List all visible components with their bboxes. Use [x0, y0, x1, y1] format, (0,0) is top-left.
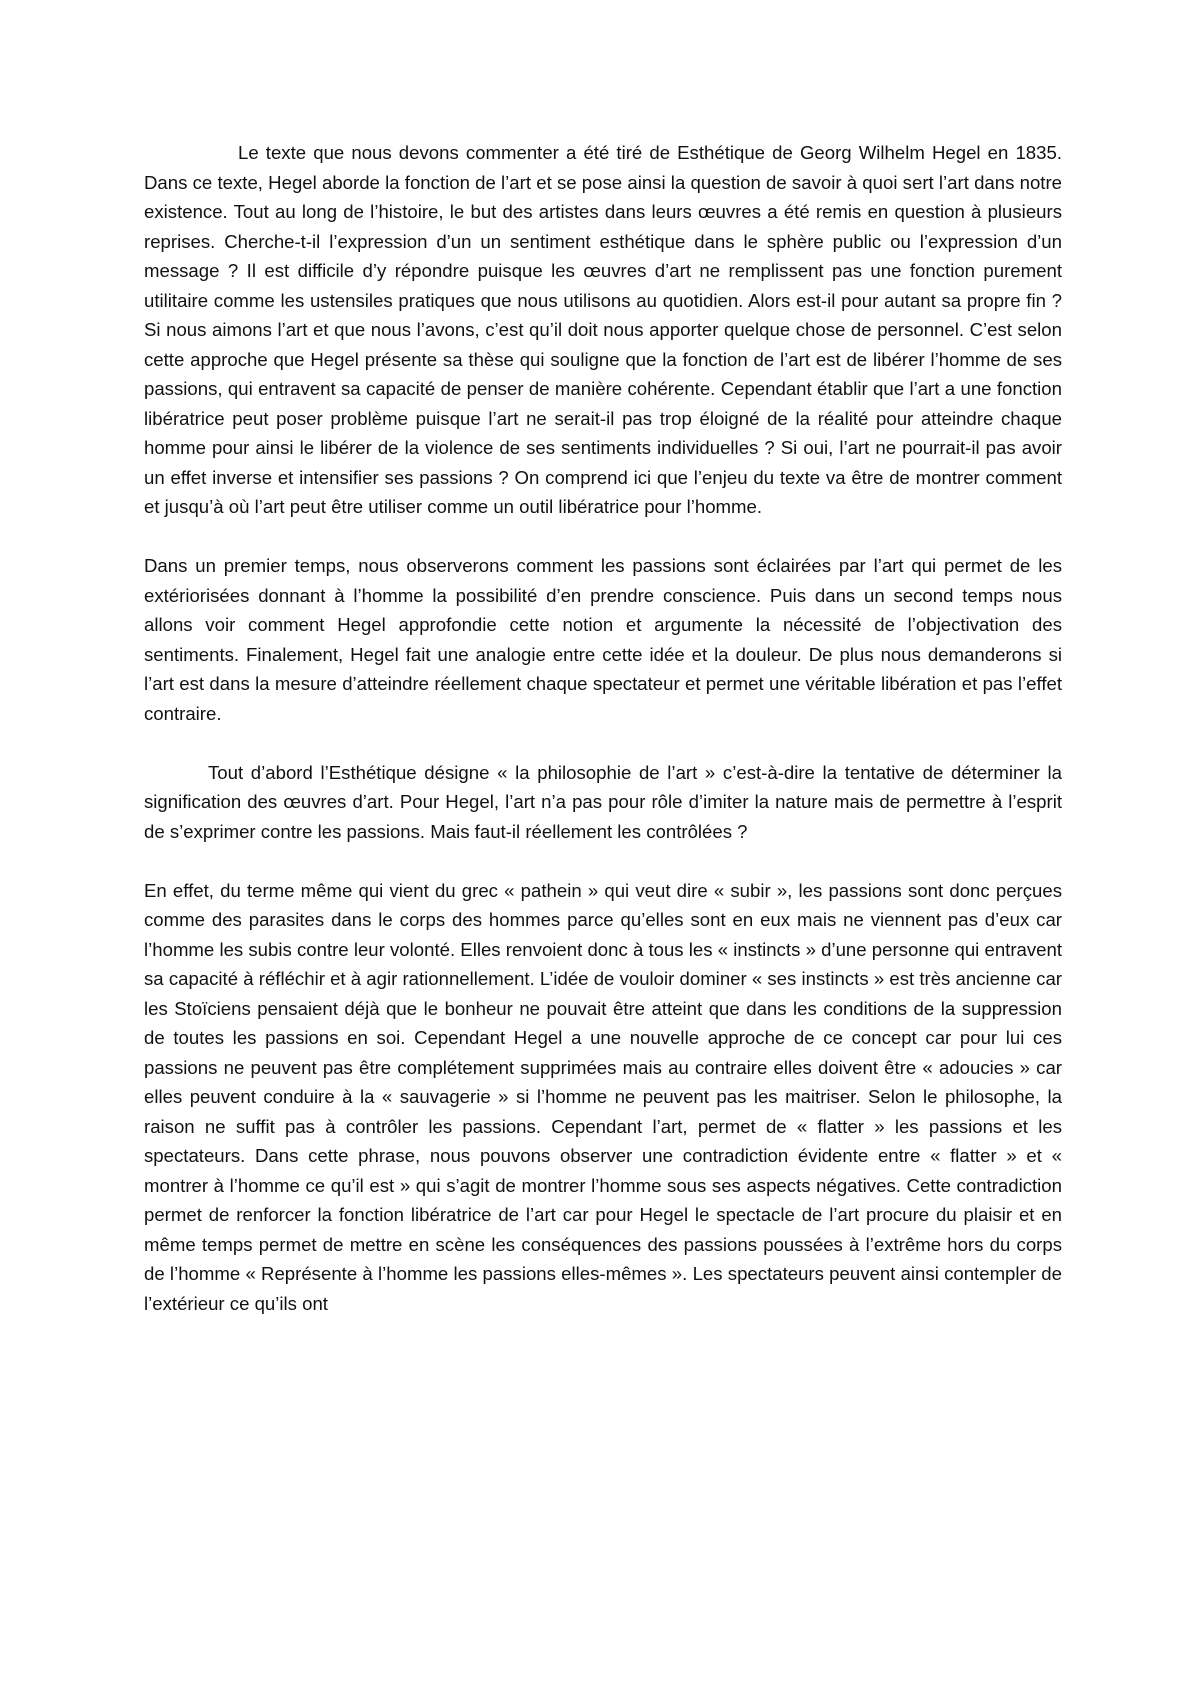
- paragraph-development: En effet, du terme même qui vient du grec « pathein » qui veut dire « subir », les passions sont donc perçues comme des parasites dans le corps des hommes parce qu’elles sont en eux mais ne viennent pas d’eux car l’homme les subis contre leur volonté. Elles renvoient donc à tous les « instincts » d’une personne qui entravent sa capacité à réfléchir et à agir rationnellement. L’idée de vouloir dominer « ses instincts » est très ancienne car les Stoïciens pensaient déjà que le bonheur ne pouvait être atteint que dans les conditions de la suppression de toutes les passions en soi. Cependant Hegel a une nouvelle approche de ce concept car pour lui ces passions ne peuvent pas être complétement supprimées mais au contraire elles doivent être « adoucies » car elles peuvent conduire à la « sauvagerie » si l’homme ne peuvent pas les maitriser. Selon le philosophe, la raison ne suffit pas à contrôler les passions. Cependant l’art, permet de « flatter » les passions et les spectateurs. Dans cette phrase, nous pouvons observer une contradiction évidente entre « flatter » et « montrer à l’homme ce qu’il est » qui s’agit de montrer l’homme sous ses aspects négatives. Cette contradiction permet de renforcer la fonction libératrice de l’art car pour Hegel le spectacle de l’art procure du plaisir et en même temps permet de mettre en scène les conséquences des passions poussées à l’extrême hors du corps de l’homme « Représente à l’homme les passions elles-mêmes ». Les spectateurs peuvent ainsi contempler de l’extérieur ce qu’ils ont: [144, 879, 1062, 1314]
- paragraph-plan: Dans un premier temps, nous observerons comment les passions sont éclairées par l’art qui permet de les extériorisées donnant à l’homme la possibilité d’en prendre conscience. Puis dans un second temps nous allons voir comment Hegel approfondie cette notion et argumente la nécessité de l’objectivation des sentiments. Finalement, Hegel fait une analogie entre cette idée et la douleur. De plus nous demanderons si l’art est dans la mesure d’atteindre réellement chaque spectateur et permet une véritable libération et pas l’effet contraire.: [144, 555, 1062, 724]
- document-body: [144, 138, 1062, 1318]
- paragraph-definition: Tout d’abord l’Esthétique désigne « la philosophie de l’art » c’est-à-dire la tentative de déterminer la signification des œuvres d’art. Pour Hegel, l’art n’a pas pour rôle d’imiter la nature mais de permettre à l’esprit de s’exprimer contre les passions. Mais faut-il réellement les contrôlées ?: [144, 761, 1062, 842]
- paragraph-introduction: Le texte que nous devons commenter a été tiré de Esthétique de Georg Wilhelm Hegel en 1835. Dans ce texte, Hegel aborde la fonction de l’art et se pose ainsi la question de savoir à quoi sert l’art dans notre existence. Tout au long de l’histoire, le but des artistes dans leurs œuvres a été remis en question à plusieurs reprises. Cherche-t-il l’expression d’un un sentiment esthétique dans le sphère public ou l’expression d’un message ? Il est difficile d’y répondre puisque les œuvres d’art ne remplissent pas une fonction purement utilitaire comme les ustensiles pratiques que nous utilisons au quotidien. Alors est-il pour autant sa propre fin ? Si nous aimons l’art et que nous l’avons, c’est qu’il doit nous apporter quelque chose de personnel. C’est selon cette approche que Hegel présente sa thèse qui souligne que la fonction de l’art est de libérer l’homme de ses passions, qui entravent sa capacité de penser de manière cohérente. Cependant établir que l’art a une fonction libératrice peut poser problème puisque l’art ne serait-il pas trop éloigné de la réalité pour atteindre chaque homme pour ainsi le libérer de la violence de ses sentiments individuelles ? Si oui, l’art ne pourrait-il pas avoir un effet inverse et intensifier ses passions ? On comprend ici que l’enjeu du texte va être de montrer comment et jusqu’à où l’art peut être utiliser comme un outil libératrice pour l’homme.: [144, 142, 1062, 517]
